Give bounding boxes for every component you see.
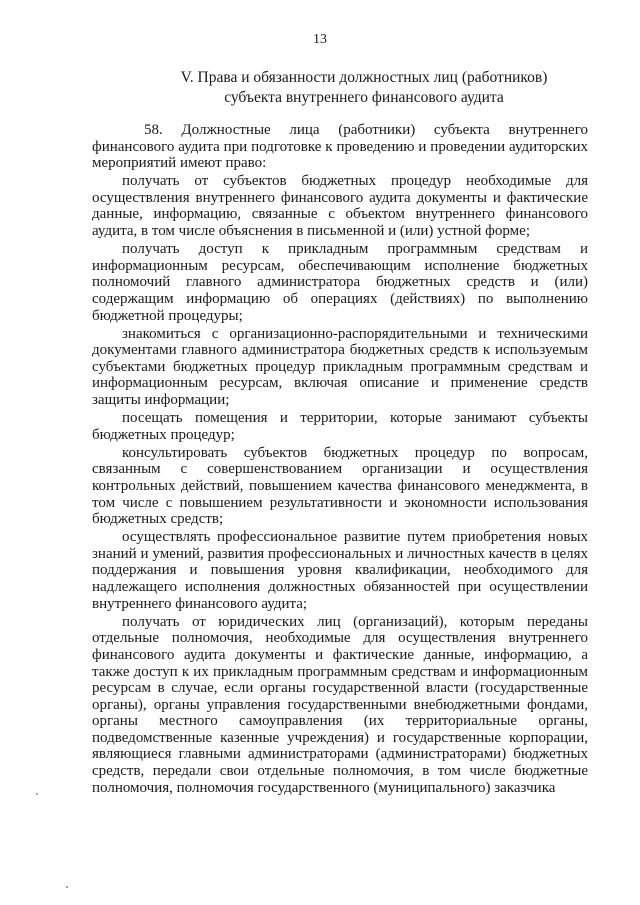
section-heading-line-2: субъекта внутреннего финансового аудита <box>224 89 504 106</box>
paragraph-right-access-software: получать доступ к прикладным программным средствам и информационным ресурсам, обеспечивающим исполнение бюджетных полномочий главного администратора бюджетных средств и (или) содержащим информацию об операциях (действиях) по выполнению бюджетной процедуры; <box>92 241 588 324</box>
paragraph-right-professional-development: осуществлять профессиональное развитие путем приобретения новых знаний и умений, развития профессиональных и личностных качеств в целях поддержания и повышения уровня квалификации, необходимого для надлежащего исполнения должностных обязанностей при осуществлении внутреннего финансового аудита; <box>92 529 588 612</box>
paragraph-right-review-documents: знакомиться с организационно-распорядительными и техническими документами главного администратора бюджетных средств к используемым субъектами бюджетных процедур прикладным программным средствам и информационным ресурсам, включая описание и применение средств защиты информации; <box>92 325 588 408</box>
paragraph-right-consult: консультировать субъектов бюджетных процедур по вопросам, связанным с совершенствованием организации и осуществления контрольных действий, повышением качества финансового менеджмента, в том числе с повышением результативности и экономности использования бюджетных средств; <box>92 444 588 528</box>
paragraph-58-intro: 58. Должностные лица (работники) субъекта внутреннего финансового аудита при подготовке к проведению и проведении аудиторских мероприятий имеют право: <box>92 122 588 172</box>
document-body <box>92 122 588 798</box>
scan-speck <box>36 793 38 795</box>
scan-speck <box>66 886 68 888</box>
paragraph-right-obtain-documents: получать от субъектов бюджетных процедур необходимые для осуществления внутреннего финансового аудита документы и фактические данные, информацию, связанные с объектом внутреннего финансового аудита, в том числе объяснения в письменной и (или) устной форме; <box>92 173 588 240</box>
page-number: 13 <box>313 32 327 47</box>
section-heading <box>178 68 550 108</box>
section-heading-line-1: V. Права и обязанности должностных лиц (работников) <box>180 69 548 86</box>
paragraph-right-obtain-from-organizations: получать от юридических лиц (организаций), которым переданы отдельные полномочия, необходимые для осуществления внутреннего финансового аудита документы и фактические данные, информацию, а также доступ к их прикладным программным средствам и информационным ресурсам в случае, если органы государственной власти (государственные органы), органы управления государственными внебюджетными фондами, органы местного самоуправления (их территориальные органы, подведомственные казенные учреждения) и государственные корпорации, являющиеся главными администраторами (администраторами) бюджетных средств, передали свои отдельные полномочия, в том числе бюджетные полномочия, полномочия государственного (муниципального) заказчика <box>92 613 588 796</box>
paragraph-right-visit-premises: посещать помещения и территории, которые занимают субъекты бюджетных процедур; <box>92 410 588 443</box>
